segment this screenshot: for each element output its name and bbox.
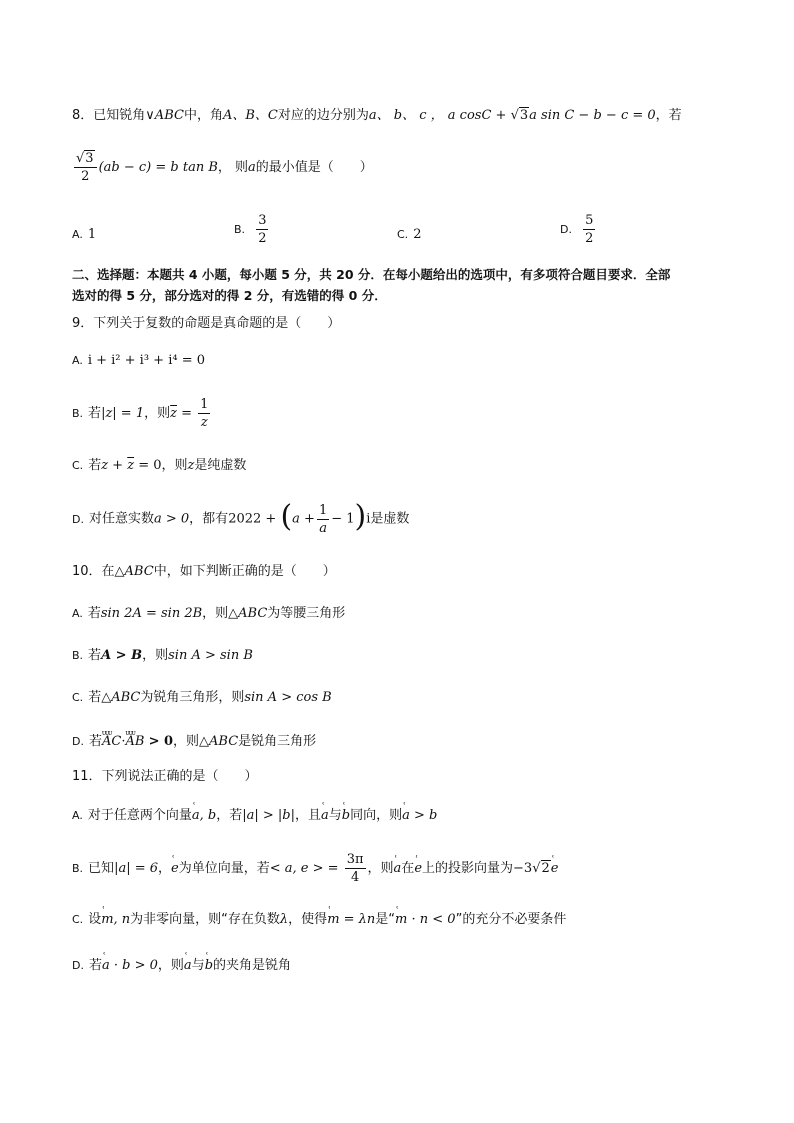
radicand: 3 [519, 108, 529, 123]
q8-line2 [72, 150, 373, 186]
fraction-3pi-over-4 [345, 851, 366, 886]
option-label: C. [72, 913, 84, 926]
dot-operator: · [121, 734, 126, 749]
z-conjugate: $\overline{z}$ [127, 458, 135, 473]
vector-a: ʿ a [184, 957, 192, 975]
option-label: C. [397, 228, 409, 241]
option-label: B. [72, 407, 84, 420]
denominator: z [200, 415, 208, 430]
option-text: ，且 [294, 808, 321, 823]
option-expr: −3 [513, 861, 533, 876]
option-text: 的夹角是锐角 [213, 958, 292, 973]
right-paren: ) [354, 499, 367, 534]
sqrt3: √3 [510, 108, 529, 123]
option-text: 是“ [375, 912, 396, 927]
vector-e: ʿ e [551, 851, 559, 887]
option-text: 是锐角三角形 [238, 734, 317, 749]
q10-option-d[interactable] [72, 733, 316, 751]
denominator: 4 [350, 870, 360, 885]
radicand: 2 [541, 861, 550, 876]
option-label: D. [72, 512, 84, 526]
option-expr: i + i² + i³ + i⁴ = 0 [87, 353, 205, 368]
numerator: 1 [200, 397, 209, 412]
numerator: 1 [318, 502, 328, 518]
option-fraction [256, 212, 268, 247]
q11-option-b[interactable] [72, 851, 558, 887]
option-text: ，则 [157, 958, 184, 973]
option-label: D. [560, 223, 572, 236]
option-text: 与 [191, 958, 205, 973]
option-expr: 2022 + [228, 511, 277, 527]
option-text: ，都有 [189, 511, 229, 527]
option-text: ，则 [142, 648, 169, 663]
option-expr: ʿ m · n < 0 [395, 911, 456, 929]
option-label: D. [72, 959, 84, 972]
option-text: ，则 [161, 458, 188, 473]
option-value: 2 [413, 227, 422, 242]
question-number: 8． [72, 108, 94, 123]
option-expr: |a| = 6 [114, 861, 159, 876]
option-text: 同向，则 [350, 808, 403, 823]
option-text: 上的投影向量为 [422, 861, 514, 876]
option-text: 为锐角三角形，则 [140, 690, 245, 705]
section2-heading-line1: 二、选择题：本题共 4 小题，每小题 5 分，共 20 分．在每小题给出的选项中，有多项符合题目要求．全部 [72, 267, 671, 282]
var-z: z [187, 458, 195, 473]
denominator: 2 [585, 231, 594, 246]
option-text: 与 [328, 808, 342, 823]
option-text: ，则△ [202, 606, 239, 621]
section2-heading-line2: 选对的得 5 分，部分选对的得 2 分，有选错的得 0 分． [72, 288, 387, 303]
q8-text: ， 则 [217, 160, 249, 175]
left-paren: ( [280, 499, 293, 534]
option-label: A. [72, 354, 83, 367]
q10-option-c[interactable] [72, 689, 332, 707]
option-text: ，则△ [173, 734, 210, 749]
option-text: ，使得 [288, 912, 328, 927]
vector-e: ʿ e [414, 851, 422, 887]
stem-text: 中，如下判断正确的是（ ） [153, 564, 336, 579]
option-text: 对于任意两个向量 [87, 808, 192, 823]
q10-option-a[interactable] [72, 605, 345, 623]
q8-text: 已知锐角 [93, 108, 146, 123]
q8-option-a[interactable] [72, 226, 96, 244]
q8-angles: A、B、C [222, 108, 278, 123]
option-label: C. [72, 691, 84, 704]
option-label: B. [234, 223, 246, 236]
q8-text: 的最小值是（ ） [255, 160, 373, 175]
triangle-abc: ABC [209, 734, 239, 749]
option-label: A. [72, 228, 83, 241]
q8-triangle: ∨ABC [145, 108, 184, 123]
vector-a: ʿ a [394, 851, 402, 887]
fraction-1-over-z [198, 396, 210, 431]
q9-option-c[interactable] [72, 457, 246, 475]
vector-ab: ᴜᴜᴜ AB [125, 733, 144, 751]
option-expr: sin A > sin B [168, 648, 253, 663]
option-expr: ʿ m = λn [327, 911, 375, 929]
option-text: 是纯虚数 [194, 458, 247, 473]
triangle-abc: ABC [111, 690, 141, 705]
vector-ac: ᴜᴜᴜ AC [102, 733, 121, 751]
z-conjugate: $\overline{z}$ [170, 406, 177, 421]
option-text: 若△ [88, 690, 112, 705]
option-text: ”的充分不必要条件 [455, 912, 567, 927]
q10-stem [72, 563, 336, 581]
radicand: 3 [85, 151, 94, 166]
vectors-m-n: ʿ m, n [101, 911, 130, 929]
option-expr: > 0 [148, 734, 174, 749]
q8-option-b[interactable] [234, 212, 270, 247]
option-text: 为单位向量，若 [178, 861, 270, 876]
q9-option-b[interactable] [72, 396, 212, 432]
option-text: 设 [88, 912, 102, 927]
option-text: 为非零向量，则“存在负数 [130, 912, 280, 927]
option-label: C. [72, 459, 84, 472]
q9-option-d[interactable] [72, 500, 409, 539]
q9-stem: 9．下列关于复数的命题是真命题的是（ ） [72, 316, 341, 331]
q10-option-b[interactable] [72, 647, 253, 665]
option-expr: − 1 [331, 511, 355, 527]
option-text: 若 [88, 958, 102, 973]
q8-eq-part: a sin C − b − c = 0 [529, 108, 656, 123]
q8-eq-part: a cosC + [447, 108, 507, 123]
q8-text: ，若 [655, 108, 682, 123]
stem-text: 10．在△ [72, 564, 125, 579]
option-text: 对任意实数 [88, 511, 154, 527]
triangle-abc: ABC [238, 606, 268, 621]
denominator: 2 [258, 231, 267, 246]
option-expr: sin A > cos B [244, 690, 332, 705]
option-text: ， [158, 861, 172, 876]
lambda: λ [279, 912, 289, 927]
sqrt3-over-2: $\frac{√3}{2}$ [74, 150, 97, 185]
q11-stem: 11．下列说法正确的是（ ） [72, 769, 258, 784]
q8-var-a: a [248, 160, 256, 175]
modulus: |z| = 1 [101, 406, 145, 421]
option-expr: a + [292, 511, 315, 527]
q11-option-a[interactable] [72, 807, 437, 825]
q8-sides: a、 b、 c ， [368, 108, 444, 123]
option-expr: sin 2A = sin 2B [100, 606, 203, 621]
condition: a > 0 [153, 511, 190, 527]
vector-b: ʿ b [342, 807, 350, 825]
option-expr: = 0 [134, 458, 162, 473]
option-text: 在 [401, 861, 415, 876]
imag-unit: i [366, 511, 371, 527]
q9-option-a[interactable] [72, 352, 205, 370]
angle-expr: < a, e > = [269, 861, 339, 876]
q8-option-c[interactable] [397, 226, 421, 244]
option-label: A. [72, 607, 83, 620]
option-fraction [583, 212, 595, 247]
vector-a: ʿ a [321, 807, 329, 825]
denominator: a [319, 520, 327, 536]
triangle-abc: ABC [124, 564, 154, 579]
q8-option-d[interactable] [560, 212, 597, 247]
option-expr: ʿ a > b [402, 807, 437, 825]
option-text: 为等腰三角形 [267, 606, 346, 621]
q8-text: 对应的边分别为 [277, 108, 369, 123]
sqrt2: √2 [532, 861, 550, 876]
numerator: 5 [585, 213, 594, 228]
vector-e: ʿ e [171, 851, 179, 887]
option-text: 若 [88, 458, 102, 473]
option-text: ，则 [367, 861, 394, 876]
numerator: 3 [258, 213, 267, 228]
option-text: 已知 [88, 861, 115, 876]
vectors-a-b: ʿ a, b [192, 807, 216, 825]
option-label: B. [72, 862, 84, 875]
option-label: B. [72, 649, 84, 662]
numerator: 3π [346, 852, 364, 867]
option-label: A. [72, 809, 83, 822]
q11-option-c[interactable] [72, 911, 566, 929]
option-value: 1 [87, 227, 97, 242]
q8-eq2: (ab − c) = b tan B [98, 160, 218, 175]
option-text: ，若 [216, 808, 243, 823]
option-text: 若 [87, 606, 101, 621]
fraction-1-over-a [317, 502, 329, 537]
q8-text: 中，角 [183, 108, 223, 123]
option-expr: z + [101, 458, 128, 473]
option-expr: ʿ a · b > 0 [102, 957, 158, 975]
q11-option-d[interactable] [72, 957, 291, 975]
option-expr: A > B [101, 648, 143, 663]
q8-line1 [72, 107, 682, 125]
option-text: 若 [88, 406, 102, 421]
option-label: D. [72, 735, 84, 748]
option-text: 若 [88, 648, 102, 663]
equals: = [181, 406, 193, 421]
option-text: 若 [88, 734, 102, 749]
option-expr: |a| > |b| [242, 808, 295, 823]
vector-b: ʿ b [205, 957, 213, 975]
option-text: ，则 [144, 406, 171, 421]
option-text: 是虚数 [370, 511, 410, 527]
